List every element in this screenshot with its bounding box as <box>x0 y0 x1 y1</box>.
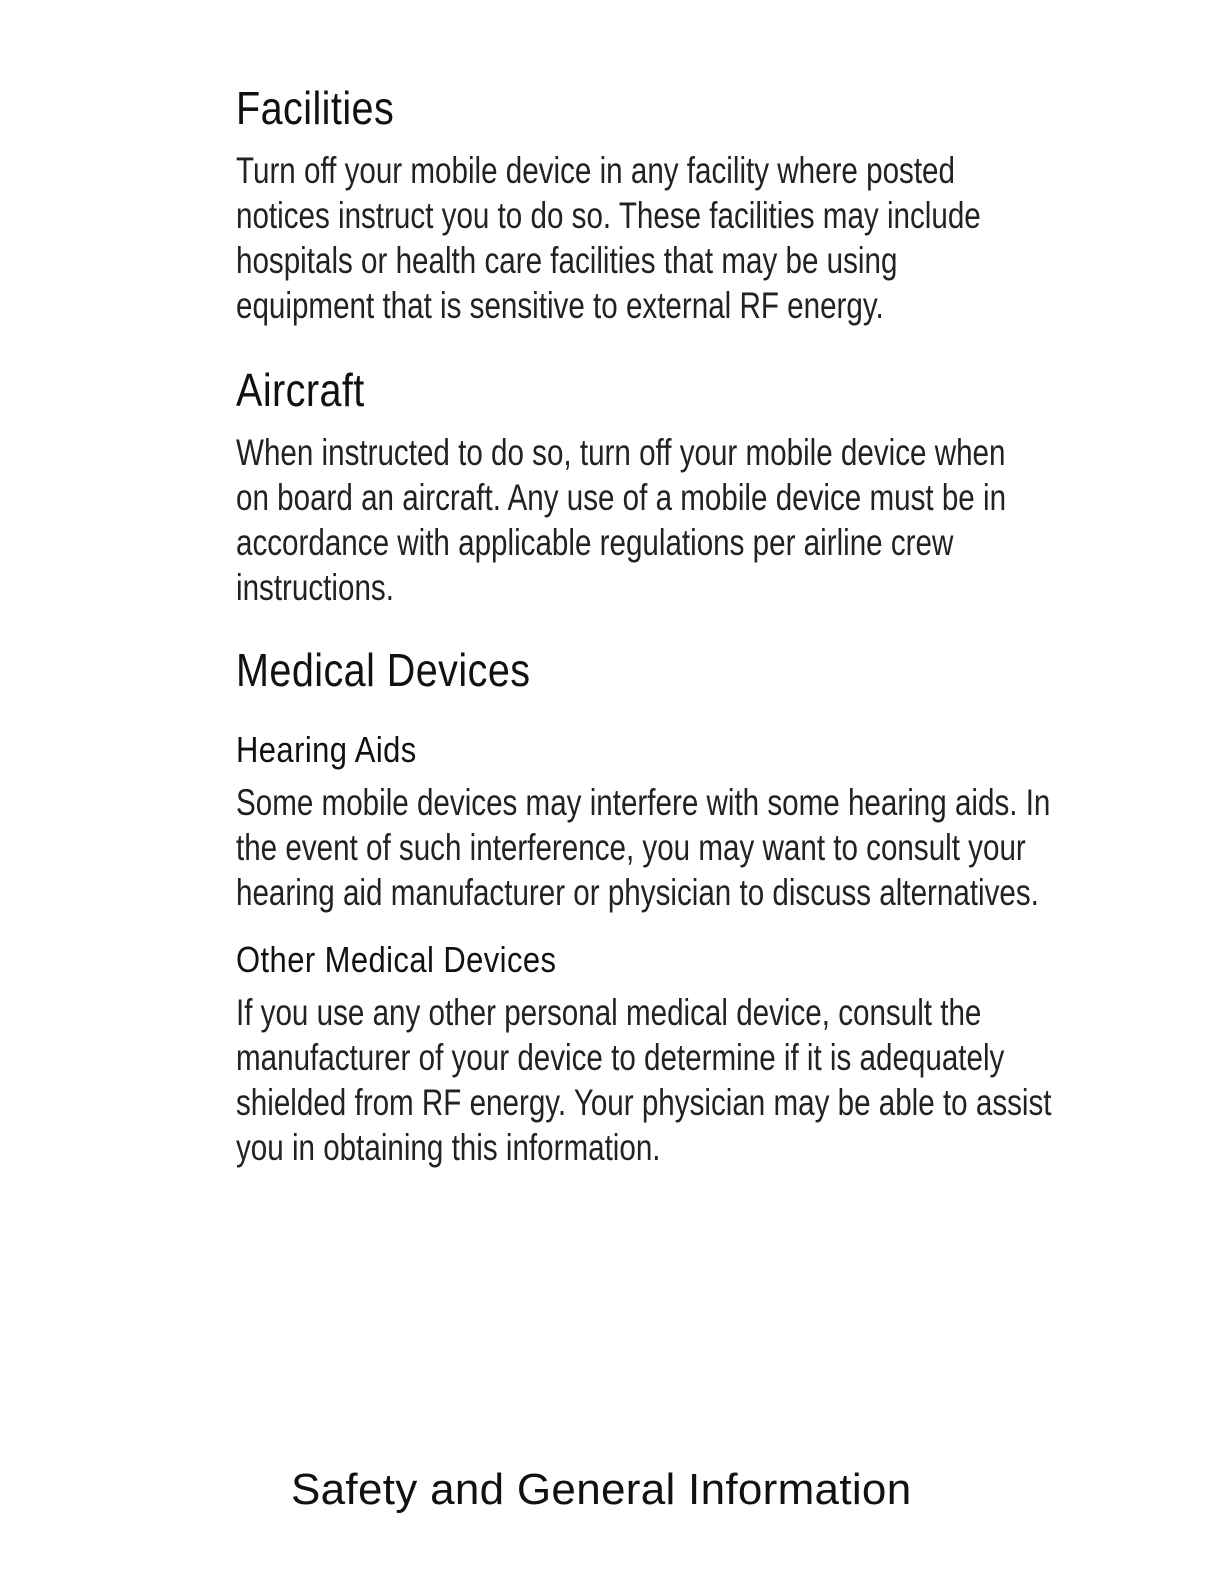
aircraft-line-2: on board an aircraft. Any use of a mobile device must be in <box>236 477 1007 518</box>
page-footer: Safety and General Information <box>291 1465 912 1514</box>
facilities-line-4: equipment that is sensitive to external RF energy. <box>236 285 884 326</box>
heading-hearing-aids: Hearing Aids <box>236 729 417 770</box>
other-line-2: manufacturer of your device to determine if it is adequately <box>236 1037 1005 1078</box>
heading-aircraft: Aircraft <box>236 364 365 416</box>
facilities-line-3: hospitals or health care facilities that may be using <box>236 240 898 281</box>
section-medical-devices <box>236 642 578 698</box>
subsection-hearing-aids <box>236 728 1222 915</box>
aircraft-line-3: accordance with applicable regulations per airline crew <box>236 522 954 563</box>
hearing-line-2: the event of such interference, you may want to consult your <box>236 827 1026 868</box>
heading-other-medical-devices: Other Medical Devices <box>236 939 557 980</box>
other-line-4: you in obtaining this information. <box>236 1127 661 1168</box>
aircraft-line-1: When instructed to do so, turn off your mobile device when <box>236 432 1006 473</box>
section-facilities <box>236 80 1167 328</box>
other-line-3: shielded from RF energy. Your physician may be able to assist <box>236 1082 1052 1123</box>
section-aircraft <box>236 362 1199 610</box>
aircraft-line-4: instructions. <box>236 567 394 608</box>
facilities-line-1: Turn off your mobile device in any facility where posted <box>236 150 955 191</box>
hearing-line-3: hearing aid manufacturer or physician to discuss alternatives. <box>236 872 1039 913</box>
heading-facilities: Facilities <box>236 82 395 134</box>
heading-medical-devices: Medical Devices <box>236 644 531 696</box>
subsection-other-medical-devices <box>236 938 1222 1170</box>
other-line-1: If you use any other personal medical device, consult the <box>236 992 982 1033</box>
facilities-line-2: notices instruct you to do so. These facilities may include <box>236 195 981 236</box>
hearing-line-1: Some mobile devices may interfere with some hearing aids. In <box>236 782 1051 823</box>
